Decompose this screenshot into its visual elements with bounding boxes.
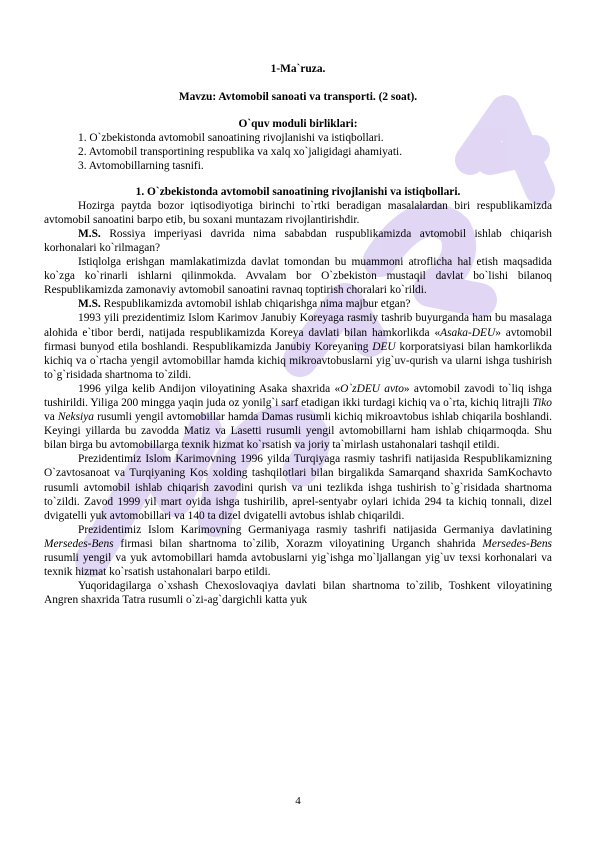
paragraph-text: rusumli yengil va yuk avtomobillari hamda avtobuslarni yig`ishga mo`ljallangan yig`uv texsi korhonalari va texnik hizmat ko`rsatish ustahonalari barpo etildi. (44, 552, 552, 579)
brand-name: Mersedes-Bens (482, 537, 552, 550)
page-number: 4 (295, 795, 301, 807)
paragraph-text: korporatsiyasi bilan hamkorlikda kichiq va o`rtacha yengil avtomobillar hamda kichiq mikroavtobuslarni yig`uv-qurish va ularni ishga tushirish to`g`risidada shartnoma to`zildi. (44, 340, 552, 381)
module-item: 1. O`zbekistonda avtomobil sanoatining rivojlanishi va istiqbollari. (78, 132, 384, 145)
paragraph-text: Rossiya imperiyasi davrida nima sababdan ruspublikamizda avtomobil ishlab chiqarish korhonalari ko`rilmagan? (44, 227, 552, 254)
section-heading: 1. O`zbekistonda avtomobil sanoatining rivojlanishi va istiqbollari. (135, 185, 461, 198)
brand-name: Tiko (532, 396, 552, 409)
paragraph-text: firmasi bilan shartnoma to`zilib, Xorazm viloyatining Urganch shahrida (113, 537, 483, 550)
module-item: 3. Avtomobillarning tasnifi. (78, 160, 204, 173)
question-label: M.S. (78, 227, 101, 240)
paragraph-text: 1993 yili prezidentimiz Islom Karimov Janubiy Koreyaga rasmiy tashrib buyurganda ham bu masalaga alohida e`tibor berdi, natijada respublikamizda Koreya davlati bilan hamkorlikda « (44, 312, 552, 339)
paragraph (44, 227, 552, 255)
brand-name: DEU (372, 340, 396, 353)
lecture-title: 1-Ma`ruza. (270, 63, 326, 75)
paragraph-text: rusumli yengil avtomobillar hamda Damas rusumli kichiq mikroavtobus ishlab chiqarila boshlandi. Keyingi yillarda bu zavodda Matiz va Lasetti rusumli yengil avtomobillarni ham ishlab chiqarmoqda. Shu bilan birga bu avtomobillarga texnik hizmat ko`rsatish va joriy ta`mirlash ustahonalari tashqil etildi. (44, 411, 552, 452)
paragraph-text: va (44, 411, 58, 424)
brand-name: Neksiya (57, 411, 94, 424)
module-item: 2. Avtomobil transportining respublika va xalq xo`jaligidagi ahamiyati. (78, 146, 403, 159)
paragraph (44, 311, 552, 381)
paragraph-text: » avtomobil firmasi bunyod etila boshlandi. Respublikamizda Janubiy Koreyaning (44, 326, 552, 353)
paragraph (44, 382, 552, 452)
paragraph-text: Prezidentimiz Islom Karimovning Germaniyaga rasmiy tashrifi natijasida Germaniya davlatining (78, 523, 552, 536)
document-body (44, 62, 552, 607)
topic-title: Mavzu: Avtomobil sanoati va transporti. (2 soat). (178, 91, 418, 104)
brand-name: Mersedes-Bens (44, 537, 114, 550)
brand-name: O`zDEU avto (340, 382, 404, 395)
paragraph: Yuqoridagilarga o`xshash Chexoslovaqiya davlati bilan shartnoma to`zilib, Toshkent viloyatining Angren shaxrida Tatra rusumli o`zi-ag`dargichli katta yuk (44, 580, 552, 607)
paragraph: Hozirga paytda bozor iqtisodiyotiga birinchi to`rtki beradigan masalalardan biri respublikamizda avtomobil sanoatini barpo etib, bu soxani muntazam rivojlantirishdir. (44, 199, 552, 226)
question-label: M.S. (78, 298, 101, 311)
paragraph-text: » avtomobil zavodi to`liq ishga tushirildi. Yiliga 200 mingga yaqin juda oz yonilg`i sarf etadigan ikki turdagi kichiq va o`rta, kichiq litrajli (44, 382, 552, 409)
paragraph (44, 523, 552, 579)
paragraph: Istiqlolga erishgan mamlakatimizda davlat tomondan bu muammoni atroflicha hal etish maqsadida ko`zga ko`rinarli ishlarni qilinmokda. Avvalam bor O`zbekiston mustaqil davlat bo`lishi bilanoq Respublikamizda zamonaviy avtomobil sanoatini ravnaq toptirish choralari ko`rildi. (44, 256, 552, 297)
paragraph: Prezidentimiz Islom Karimovning 1996 yilda Turqiyaga rasmiy tashrifi natijasida Respublikamizning O`zavtosanoat va Turqiyaning Kos xolding tashqilotlari bilan birgalikda Samarqand shaxrida SamKochavto rusumli avtomobil ishlab chiqarish zavodini qurish va uni tezlikda ishga tushirish to`g`risidada shartnoma to`zildi. Zavod 1999 yil mart oyida ishga tushirilib, aprel-sentyabr oylari ichida 294 ta kichiq tonnali, dizel dvigatelli yuk avtomobillari va 140 ta dizel dvigatelli avtobus ishlab chiqarildi. (44, 453, 552, 522)
paragraph-text: 1996 yilga kelib Andijon viloyatining Asaka shaxrida « (78, 382, 341, 395)
brand-name: Asaka-DEU (440, 326, 496, 339)
module-list (44, 131, 552, 173)
paragraph-text: Respublikamizda avtomobil ishlab chiqarishga nima majbur etgan? (100, 298, 411, 311)
modules-title: O`quv moduli birliklari: (238, 118, 358, 131)
paragraph (44, 297, 552, 311)
